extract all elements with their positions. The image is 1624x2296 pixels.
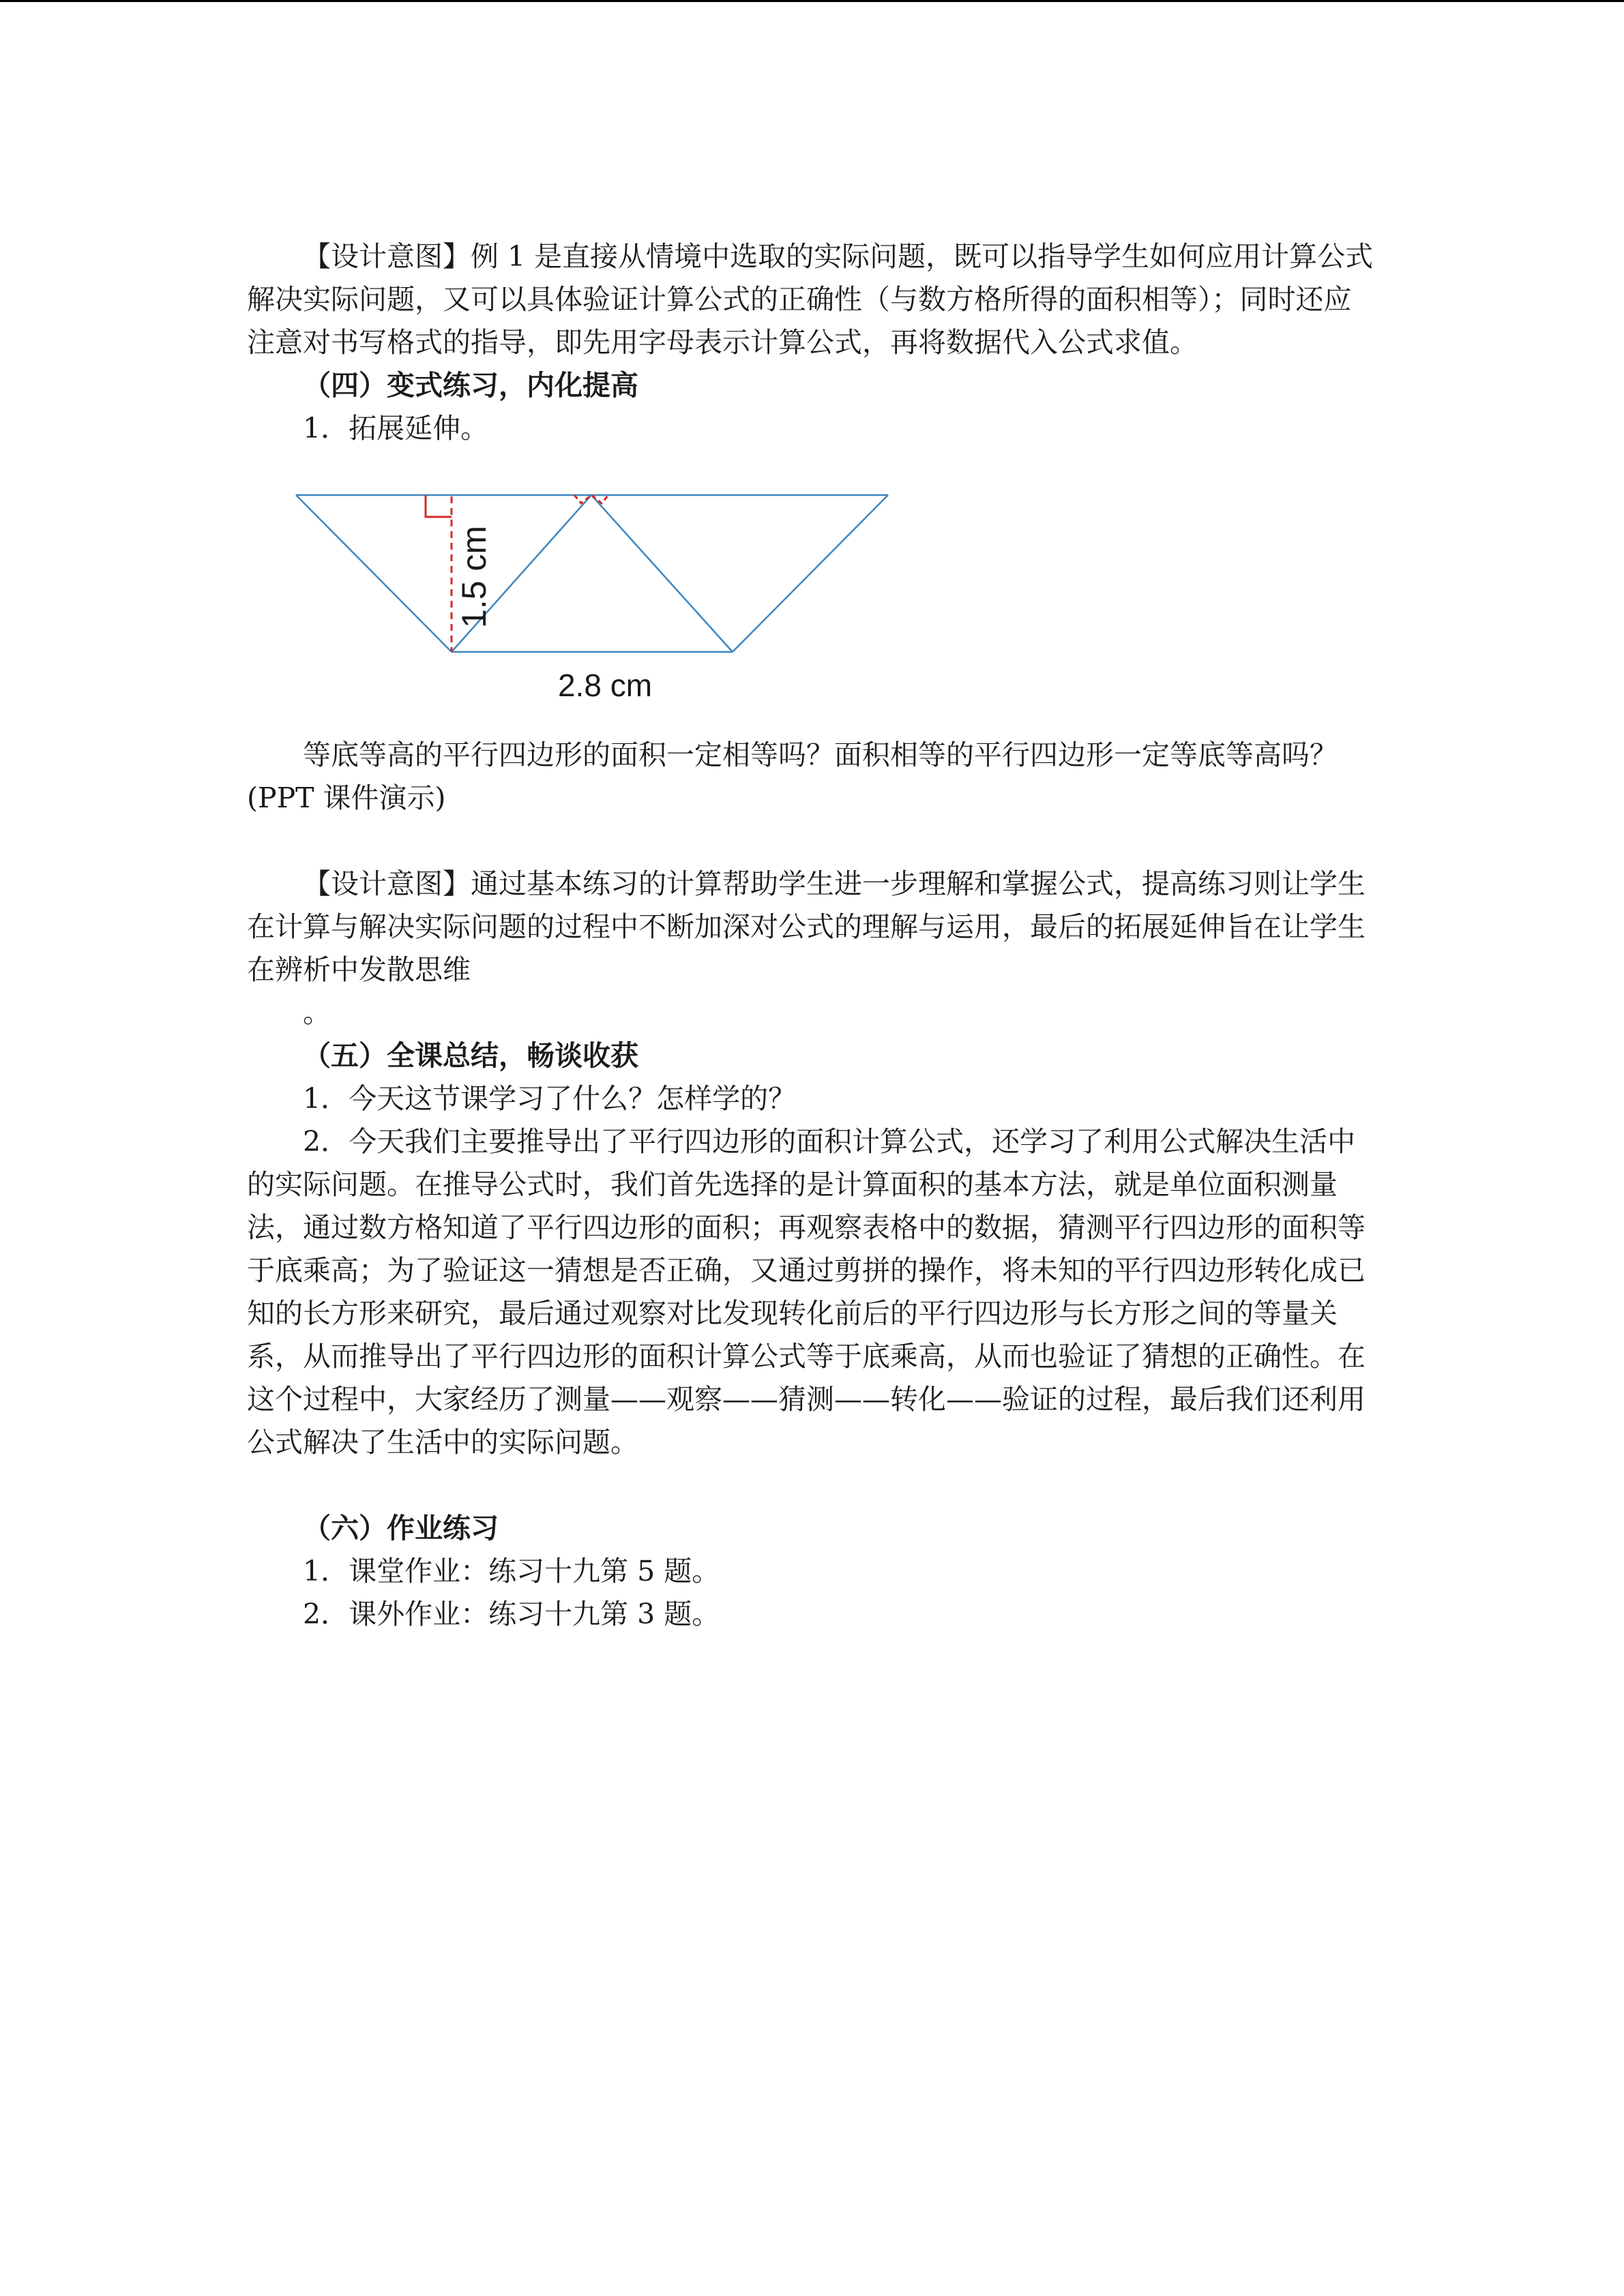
design-intent-2: 【设计意图】通过基本练习的计算帮助学生进一步理解和掌握公式，提高练习则让学生在计算与解决实际问题的过程中不断加深对公式的理解与运用，最后的拓展延伸旨在让学生在辨析中发散思维 [247, 867, 1365, 986]
section-4-title: （四）变式练习，内化提高 [303, 369, 638, 402]
section-5-item-2: 2．今天我们主要推导出了平行四边形的面积计算公式，还学习了利用公式解决生活中的实际问题。在推导公式时，我们首先选择的是计算面积的基本方法，就是单位面积测量法，通过数方格知道了平行四边形的面积；再观察表格中的数据，猜测平行四边形的面积等于底乘高；为了验证这一猜想是否正确，又通过剪拼的操作，将未知的平行四边形转化成已知的长方形来研究，最后通过观察对比发现转化前后的平行四边形与长方形之间的等量关系，从而推导出了平行四边形的面积计算公式等于底乘高，从而也验证了猜想的正确性。在这个过程中，大家经历了测量——观察——猜测——转化——验证的过程，最后我们还利用公式解决了生活中的实际问题。 [247, 1125, 1365, 1459]
spacer [247, 1464, 1379, 1507]
section-4-item-1: 1．拓展延伸。 [303, 412, 489, 445]
right-angle-marker [426, 495, 452, 517]
section-6-item-2: 2．课外作业：练习十九第 3 题。 [303, 1598, 720, 1630]
section-5-item-1: 1．今天这节课学习了什么？怎样学的？ [303, 1082, 797, 1115]
section-6-item-1: 1．课堂作业：练习十九第 5 题。 [303, 1555, 720, 1587]
inner-diagonal-right [591, 495, 733, 652]
design-intent-1: 【设计意图】例 1 是直接从情境中选取的实际问题，既可以指导学生如何应用计算公式解决实际问题，又可以具体验证计算公式的正确性（与数方格所得的面积相等）；同时还应注意对书写格式的指导，即先用字母表示计算公式，再将数据代入公式求值。 [247, 240, 1374, 359]
top-border [0, 0, 1624, 2]
question-paragraph: 等底等高的平行四边形的面积一定相等吗？面积相等的平行四边形一定等底等高吗？(PPT 课件演示) [247, 739, 1338, 814]
base-label: 2.8 cm [557, 668, 653, 703]
document-page [247, 235, 1379, 1636]
section-6-title: （六）作业练习 [303, 1512, 499, 1545]
left-slant-line [296, 495, 452, 652]
spacer [247, 820, 1379, 863]
design-intent-2-period: 。 [303, 996, 331, 1029]
section-5-title: （五）全课总结，畅谈收获 [303, 1039, 638, 1072]
right-slant-line [733, 495, 888, 652]
parallelogram-figure [247, 454, 1379, 734]
height-label: 1.5 cm [455, 525, 493, 629]
parallelogram-diagram [247, 454, 929, 741]
